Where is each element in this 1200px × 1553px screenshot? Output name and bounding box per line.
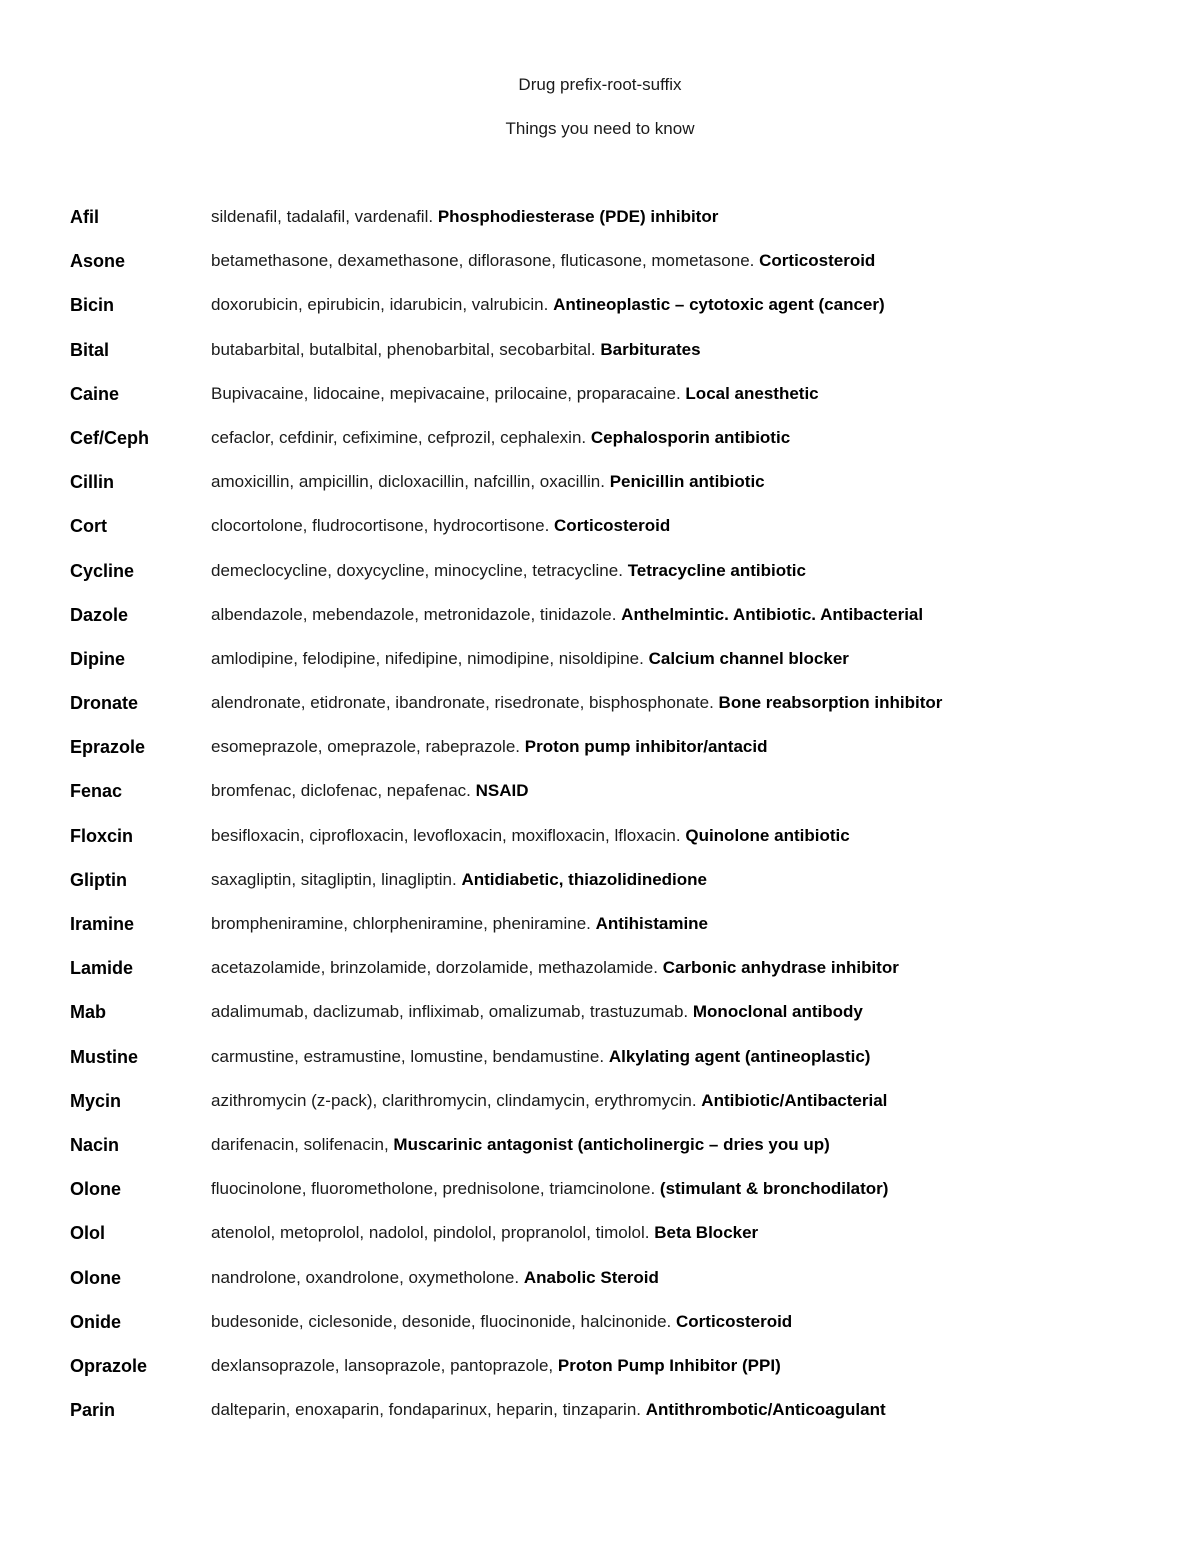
- suffix-label: Lamide: [70, 958, 134, 979]
- suffix-row: [70, 1353, 1180, 1397]
- suffix-description: [211, 337, 701, 363]
- suffix-description: [211, 999, 863, 1025]
- suffix-description: [211, 1353, 781, 1379]
- drug-class: Corticosteroid: [759, 251, 876, 271]
- drug-class: Calcium channel blocker: [648, 648, 849, 668]
- suffix-description: [211, 955, 899, 981]
- suffix-label: Fenac: [70, 781, 123, 802]
- suffix-row: [70, 558, 1180, 602]
- suffix-row: [70, 425, 1180, 469]
- suffix-list: [70, 204, 1180, 1441]
- example-drugs: fluocinolone, fluorometholone, prednisolone, triamcinolone.: [211, 1179, 656, 1199]
- suffix-description: [211, 1176, 888, 1202]
- suffix-label: Olol: [70, 1223, 105, 1244]
- suffix-row: [70, 690, 1180, 734]
- suffix-label: Iramine: [70, 914, 135, 934]
- drug-class: Alkylating agent (antineoplastic): [608, 1046, 871, 1066]
- drug-class: Barbiturates: [600, 339, 701, 359]
- suffix-description: [211, 513, 670, 539]
- suffix-row: [70, 1176, 1180, 1220]
- example-drugs: adalimumab, daclizumab, infliximab, omalizumab, trastuzumab.: [211, 1002, 689, 1022]
- example-drugs: betamethasone, dexamethasone, diflorasone, fluticasone, mometasone.: [211, 251, 755, 271]
- drug-class: Antineoplastic – cytotoxic agent (cancer): [553, 295, 885, 315]
- suffix-label: Bital: [70, 339, 110, 360]
- document-title: Drug prefix-root-suffix: [518, 75, 682, 94]
- suffix-label: Cort: [70, 516, 107, 537]
- drug-class: Proton Pump Inhibitor (PPI): [557, 1355, 781, 1375]
- suffix-label: Onide: [70, 1311, 122, 1332]
- suffix-description: [211, 1044, 870, 1070]
- suffix-description: [211, 867, 707, 893]
- suffix-description: [211, 911, 708, 937]
- drug-class: Anthelmintic. Antibiotic. Antibacterial: [621, 604, 924, 624]
- example-drugs: azithromycin (z-pack), clarithromycin, clindamycin, erythromycin.: [211, 1090, 697, 1110]
- suffix-description: [211, 204, 718, 230]
- example-drugs: carmustine, estramustine, lomustine, bendamustine.: [211, 1046, 605, 1066]
- suffix-row: [70, 1044, 1180, 1088]
- suffix-label: Dipine: [70, 648, 126, 669]
- example-drugs: bromfenac, diclofenac, nepafenac.: [211, 781, 471, 801]
- suffix-row: [70, 778, 1180, 822]
- example-drugs: nandrolone, oxandrolone, oxymetholone.: [211, 1267, 520, 1287]
- suffix-description: [211, 1132, 830, 1158]
- example-drugs: atenolol, metoprolol, nadolol, pindolol, propranolol, timolol.: [211, 1223, 650, 1243]
- suffix-description: [211, 823, 850, 849]
- suffix-row: [70, 1265, 1180, 1309]
- suffix-label: Floxcin: [70, 825, 134, 846]
- suffix-label: Dronate: [70, 693, 139, 714]
- suffix-row: [70, 337, 1180, 381]
- suffix-label: Eprazole: [70, 737, 146, 758]
- drug-class: Cephalosporin antibiotic: [590, 427, 791, 447]
- suffix-label: Oprazole: [70, 1355, 148, 1376]
- example-drugs: budesonide, ciclesonide, desonide, fluocinonide, halcinonide.: [211, 1311, 672, 1331]
- suffix-row: [70, 1220, 1180, 1264]
- suffix-row: [70, 734, 1180, 778]
- example-drugs: brompheniramine, chlorpheniramine, pheniramine.: [211, 914, 591, 933]
- drug-class: Corticosteroid: [554, 516, 671, 536]
- example-drugs: Bupivacaine, lidocaine, mepivacaine, prilocaine, proparacaine.: [211, 383, 681, 403]
- suffix-row: [70, 513, 1180, 557]
- suffix-row: [70, 911, 1180, 955]
- suffix-row: [70, 867, 1180, 911]
- example-drugs: amlodipine, felodipine, nifedipine, nimodipine, nisoldipine.: [211, 648, 644, 668]
- suffix-label: Parin: [70, 1400, 116, 1421]
- suffix-description: [211, 1309, 792, 1335]
- suffix-label: Cycline: [70, 560, 135, 581]
- suffix-label: Nacin: [70, 1134, 120, 1155]
- suffix-description: [211, 734, 767, 760]
- drug-class: Bone reabsorption inhibitor: [718, 693, 943, 713]
- suffix-description: [211, 602, 923, 628]
- example-drugs: clocortolone, fludrocortisone, hydrocortisone.: [211, 516, 550, 536]
- drug-class: Beta Blocker: [654, 1223, 759, 1243]
- example-drugs: sildenafil, tadalafil, vardenafil.: [211, 207, 434, 226]
- example-drugs: doxorubicin, epirubicin, idarubicin, valrubicin.: [211, 295, 549, 315]
- document-subtitle: Things you need to know: [505, 119, 695, 138]
- example-drugs: dalteparin, enoxaparin, fondaparinux, heparin, tinzaparin.: [211, 1400, 642, 1420]
- drug-class: Tetracycline antibiotic: [627, 560, 806, 580]
- drug-class: Local anesthetic: [685, 383, 819, 403]
- suffix-label: Afil: [70, 207, 99, 227]
- suffix-description: [211, 469, 765, 495]
- suffix-row: [70, 469, 1180, 513]
- drug-class: Anabolic Steroid: [523, 1267, 659, 1287]
- drug-class: Phosphodiesterase (PDE) inhibitor: [437, 207, 719, 226]
- suffix-description: [211, 1265, 659, 1291]
- suffix-row: [70, 999, 1180, 1043]
- example-drugs: acetazolamide, brinzolamide, dorzolamide, methazolamide.: [211, 958, 658, 978]
- drug-class: (stimulant & bronchodilator): [659, 1179, 889, 1199]
- suffix-label: Mab: [70, 1002, 106, 1023]
- suffix-label: Caine: [70, 383, 120, 404]
- suffix-description: [211, 425, 790, 451]
- drug-class: Antibiotic/Antibacterial: [701, 1090, 888, 1110]
- suffix-row: [70, 955, 1180, 999]
- suffix-row: [70, 204, 1180, 248]
- suffix-label: Cillin: [70, 472, 114, 493]
- suffix-row: [70, 646, 1180, 690]
- example-drugs: albendazole, mebendazole, metronidazole, tinidazole.: [211, 604, 617, 624]
- drug-class: Corticosteroid: [676, 1311, 793, 1331]
- example-drugs: alendronate, etidronate, ibandronate, risedronate, bisphosphonate.: [211, 693, 714, 713]
- suffix-label: Gliptin: [70, 869, 127, 890]
- suffix-description: [211, 690, 942, 716]
- suffix-row: [70, 602, 1180, 646]
- drug-class: Antidiabetic, thiazolidinedione: [461, 869, 707, 889]
- example-drugs: cefaclor, cefdinir, cefiximine, cefprozil, cephalexin.: [211, 427, 587, 447]
- example-drugs: butabarbital, butalbital, phenobarbital, secobarbital.: [211, 339, 596, 359]
- suffix-description: [211, 381, 819, 407]
- drug-class: Antithrombotic/Anticoagulant: [645, 1400, 886, 1420]
- suffix-row: [70, 381, 1180, 425]
- drug-class: Carbonic anhydrase inhibitor: [662, 958, 899, 978]
- drug-class: Monoclonal antibody: [692, 1002, 863, 1022]
- suffix-description: [211, 248, 875, 274]
- suffix-description: [211, 646, 849, 672]
- suffix-label: Dazole: [70, 604, 129, 625]
- drug-class: Proton pump inhibitor/antacid: [524, 737, 768, 757]
- suffix-row: [70, 1309, 1180, 1353]
- drug-class: Penicillin antibiotic: [609, 472, 765, 492]
- suffix-description: [211, 1220, 758, 1246]
- example-drugs: amoxicillin, ampicillin, dicloxacillin, nafcillin, oxacillin.: [211, 472, 605, 492]
- example-drugs: saxagliptin, sitagliptin, linagliptin.: [211, 869, 457, 889]
- example-drugs: besifloxacin, ciprofloxacin, levofloxacin, moxifloxacin, lfloxacin.: [211, 825, 681, 845]
- suffix-description: [211, 1397, 886, 1423]
- suffix-row: [70, 1397, 1180, 1441]
- suffix-label: Olone: [70, 1267, 122, 1288]
- suffix-label: Asone: [70, 251, 126, 272]
- suffix-label: Bicin: [70, 295, 115, 316]
- example-drugs: dexlansoprazole, lansoprazole, pantoprazole,: [211, 1355, 554, 1375]
- suffix-row: [70, 1088, 1180, 1132]
- suffix-description: [211, 778, 529, 804]
- drug-class: Muscarinic antagonist (anticholinergic – dries you up): [393, 1134, 830, 1154]
- suffix-description: [211, 292, 885, 318]
- suffix-label: Cef/Ceph: [70, 427, 150, 448]
- suffix-label: Olone: [70, 1179, 122, 1200]
- example-drugs: esomeprazole, omeprazole, rabeprazole.: [211, 737, 521, 757]
- suffix-row: [70, 823, 1180, 867]
- suffix-row: [70, 1132, 1180, 1176]
- suffix-label: Mycin: [70, 1090, 122, 1111]
- suffix-description: [211, 1088, 887, 1114]
- suffix-row: [70, 248, 1180, 292]
- suffix-row: [70, 292, 1180, 336]
- example-drugs: demeclocycline, doxycycline, minocycline, tetracycline.: [211, 560, 623, 580]
- drug-class: Quinolone antibiotic: [685, 825, 850, 845]
- drug-class: Antihistamine: [595, 914, 709, 933]
- drug-class: NSAID: [475, 781, 529, 801]
- example-drugs: darifenacin, solifenacin,: [211, 1134, 389, 1154]
- suffix-description: [211, 558, 806, 584]
- suffix-label: Mustine: [70, 1046, 139, 1067]
